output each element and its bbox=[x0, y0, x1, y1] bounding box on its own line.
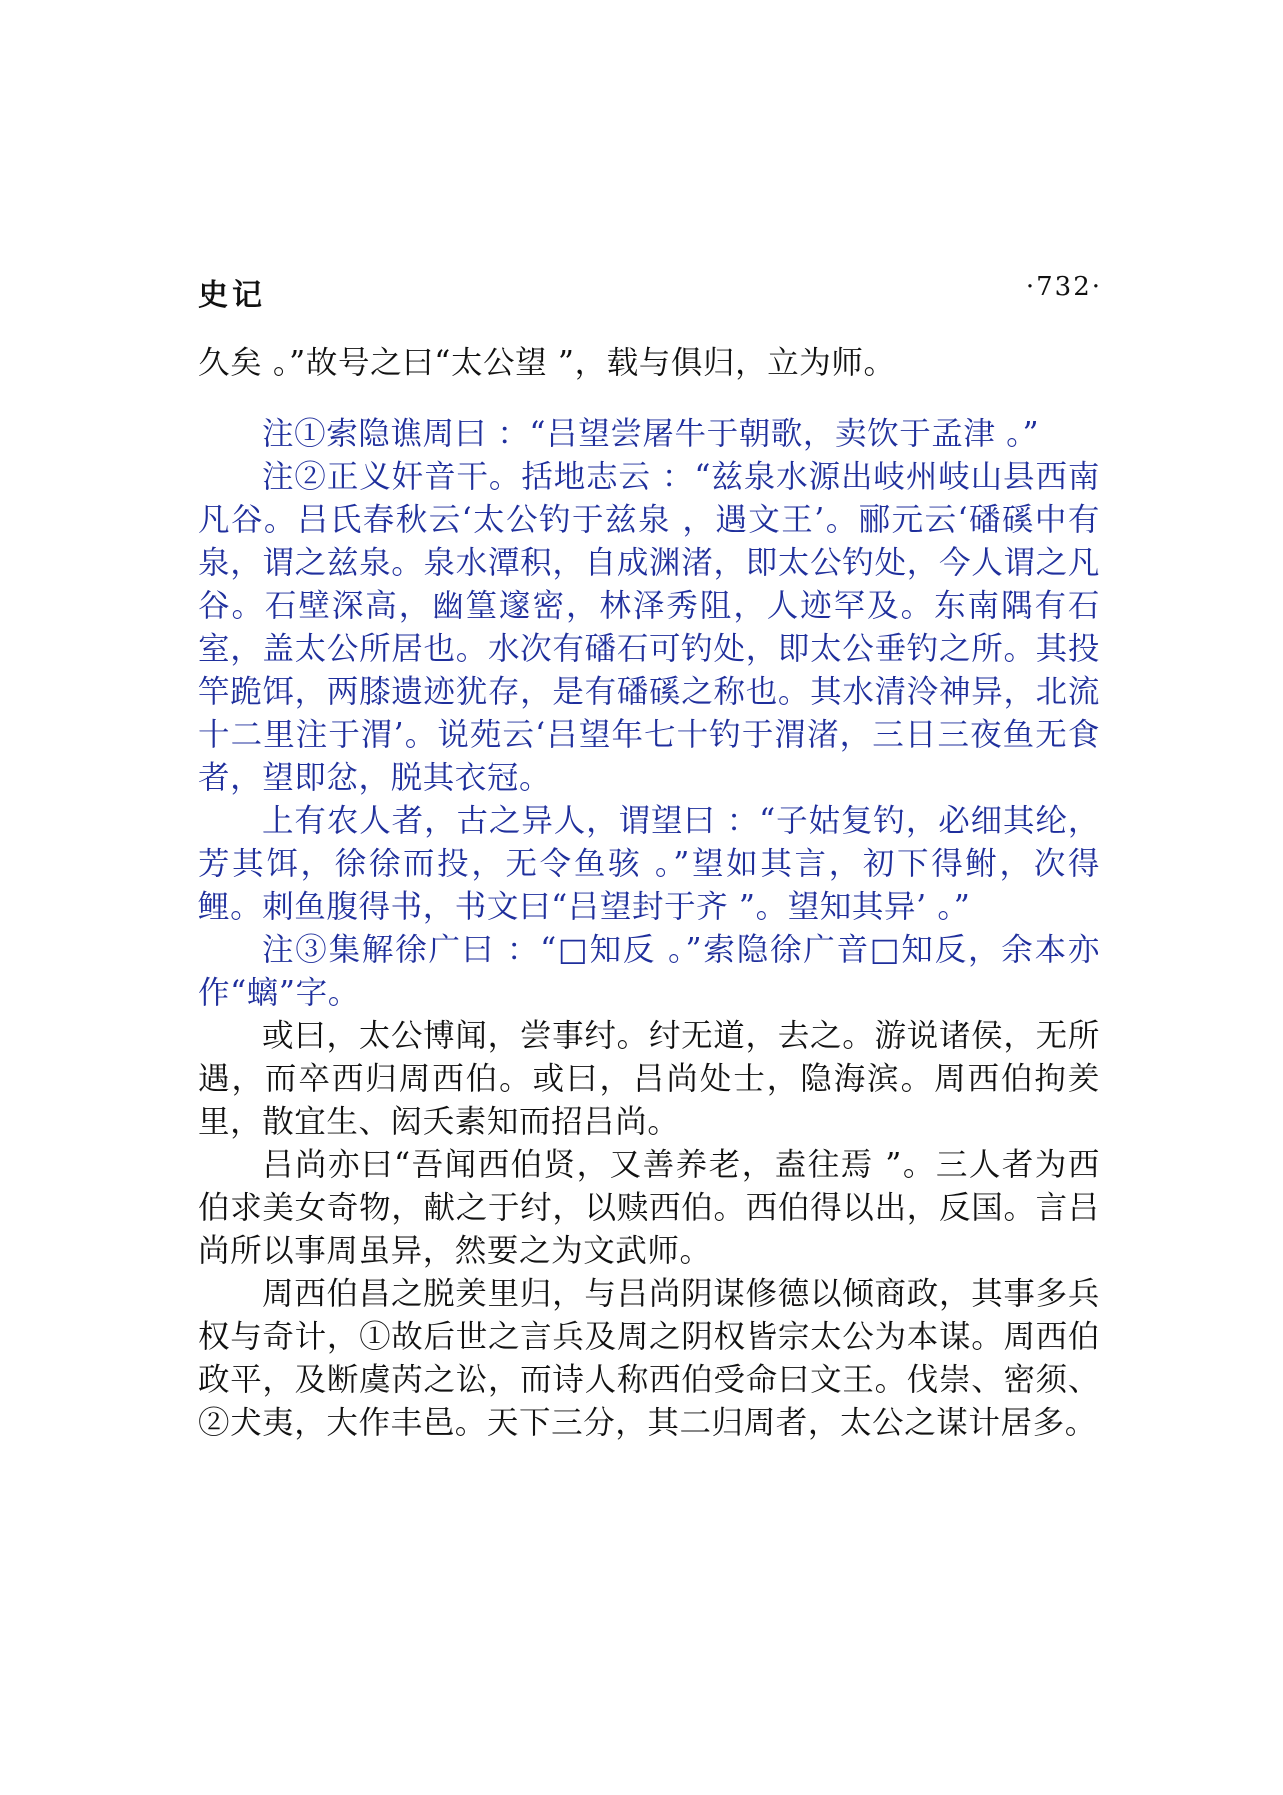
paragraph-continuation: 久矣 。”故号之曰“太公望 ”，载与俱归，立为师。 bbox=[198, 345, 896, 381]
section-gap bbox=[198, 385, 1100, 413]
paragraph-2: 吕尚亦曰“吾闻西伯贤，又善养老，盍往焉 ”。三人者为西伯求美女奇物，献之于纣，以赎西伯。西伯得以出，反国。言吕尚所以事周虽异，然要之为文武师。 bbox=[198, 1147, 1100, 1269]
book-title: 史记 bbox=[198, 278, 266, 313]
paragraph-1: 或曰，太公博闻，尝事纣。纣无道，去之。游说诸侯，无所遇，而卒西归周西伯。或曰，吕尚处士，隐海滨。周西伯拘羑里，散宜生、闳夭素知而招吕尚。 bbox=[198, 1018, 1100, 1140]
page bbox=[198, 270, 1100, 1445]
paragraph-3: 周西伯昌之脱羑里归，与吕尚阴谋修德以倾商政，其事多兵权与奇计，①故后世之言兵及周之阴权皆宗太公为本谋。周西伯政平，及断虞芮之讼，而诗人称西伯受命曰文王。伐崇、密须、②犬夷，大作丰邑。天下三分，其二归周者，太公之谋计居多。 bbox=[198, 1276, 1100, 1441]
page-number: ·732· bbox=[1025, 272, 1102, 302]
page-header bbox=[198, 270, 1100, 314]
note-2: 注②正义奸音干。括地志云 ：“兹泉水源出岐州岐山县西南凡谷。吕氏春秋云‘太公钓于兹泉 ，遇文王’。郦元云‘磻磎中有泉，谓之兹泉。泉水潭积，自成渊渚，即太公钓处，今人谓之凡谷。石壁深高，幽篁邃密，林泽秀阻，人迹罕及。东南隅有石室，盖太公所居也。水次有磻石可钓处，即太公垂钓之所。其投竿跪饵，两膝遗迹犹存，是有磻磎之称也。其水清泠神异，北流十二里注于渭’。说苑云‘吕望年七十钓于渭渚，三日三夜鱼无食者，望即忿，脱其衣冠。 bbox=[198, 459, 1100, 796]
note-2-continued: 上有农人者，古之异人，谓望曰 ：“子姑复钓，必细其纶，芳其饵，徐徐而投，无令鱼骇 。”望如其言，初下得鲋，次得鲤。刺鱼腹得书，书文曰“吕望封于齐 ”。望知其异’ 。” bbox=[198, 803, 1100, 925]
note-1: 注①索隐谯周曰 ：“吕望尝屠牛于朝歌，卖饮于孟津 。” bbox=[262, 416, 1040, 452]
note-3: 注③集解徐广曰 ：“□知反 。”索隐徐广音□知反，余本亦作“螭”字。 bbox=[198, 932, 1100, 1011]
